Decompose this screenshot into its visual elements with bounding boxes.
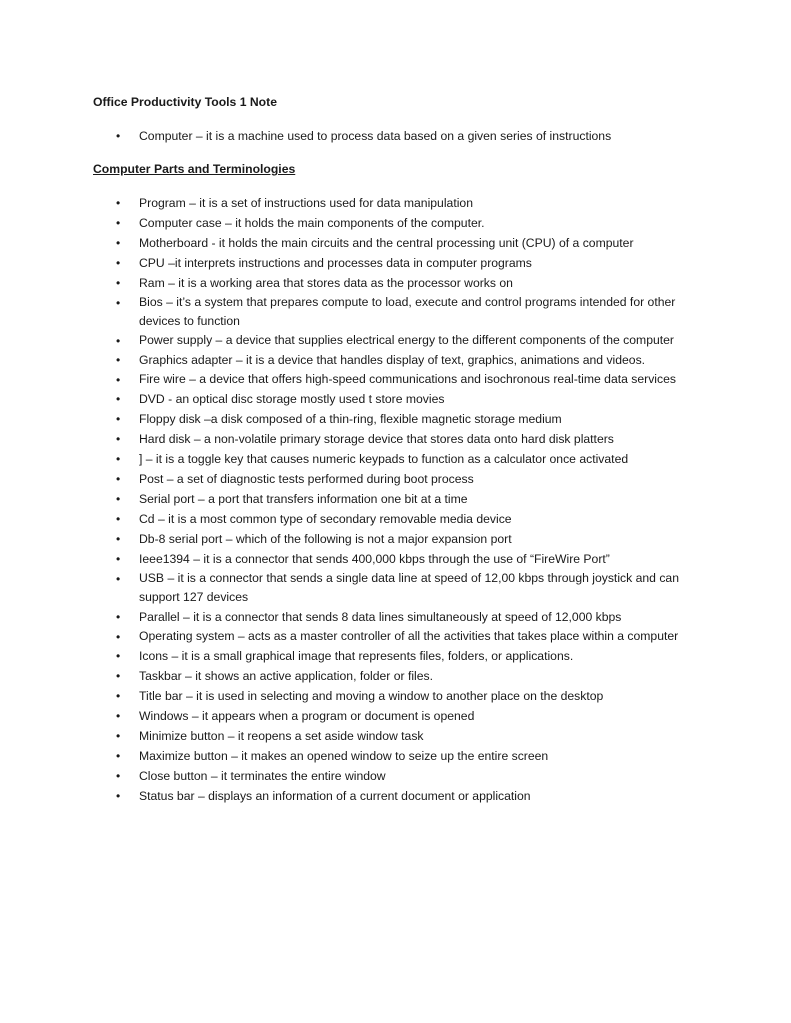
bullet-icon: •	[116, 492, 121, 506]
bullet-icon: •	[116, 552, 121, 566]
list-item-text: Hard disk – a non-volatile primary storage device that stores data onto hard disk platters	[139, 432, 614, 446]
list-item	[0, 409, 694, 429]
list-item	[0, 746, 694, 766]
list-item	[0, 233, 694, 253]
bullet-icon: •	[116, 630, 121, 644]
bullet-icon: •	[116, 392, 121, 406]
list-item-text: Windows – it appears when a program or document is opened	[139, 709, 475, 723]
bullet-icon: •	[116, 789, 121, 803]
list-item	[0, 666, 694, 686]
bullet-icon: •	[116, 532, 121, 546]
bullet-icon: •	[116, 749, 121, 763]
list-item-text: Ram – it is a working area that stores data as the processor works on	[139, 276, 513, 290]
bullet-icon: •	[116, 649, 121, 663]
list-item-text: Floppy disk –a disk composed of a thin-ring, flexible magnetic storage medium	[139, 412, 562, 426]
bullet-icon: •	[116, 729, 121, 743]
list-item	[0, 607, 694, 627]
bullet-icon: •	[116, 572, 121, 586]
list-item	[0, 569, 694, 607]
list-item-text: Program – it is a set of instructions used for data manipulation	[139, 196, 473, 210]
list-item	[0, 213, 694, 233]
list-item-text: CPU –it interprets instructions and processes data in computer programs	[139, 256, 532, 270]
list-item-text: Close button – it terminates the entire window	[139, 769, 386, 783]
list-item-text: Graphics adapter – it is a device that handles display of text, graphics, animations and videos.	[139, 353, 646, 367]
bullet-icon: •	[116, 472, 121, 486]
bullet-icon: •	[116, 769, 121, 783]
bullet-icon: •	[116, 353, 121, 367]
list-item	[0, 726, 694, 746]
bullet-icon: •	[116, 512, 121, 526]
section-heading: Computer Parts and Terminologies	[93, 162, 296, 176]
list-item	[0, 193, 694, 213]
bullet-icon: •	[116, 276, 121, 290]
list-item	[0, 509, 694, 529]
list-item-text: Ieee1394 – it is a connector that sends 400,000 kbps through the use of “FireWire Port”	[139, 552, 610, 566]
list-item-text: Power supply – a device that supplies electrical energy to the different components of the computer	[139, 333, 674, 347]
list-item	[0, 686, 694, 706]
list-item	[0, 293, 694, 331]
list-item	[0, 549, 694, 569]
list-item	[0, 350, 694, 370]
list-item-text: Db-8 serial port – which of the following is not a major expansion port	[139, 532, 512, 546]
list-item-text: Bios – it’s a system that prepares compute to load, execute and control programs intended for other devices to function	[139, 295, 676, 328]
bullet-icon: •	[116, 256, 121, 270]
list-item-text: ] – it is a toggle key that causes numeric keypads to function as a calculator once activated	[139, 452, 629, 466]
list-item	[0, 646, 694, 666]
list-item-text: Computer case – it holds the main components of the computer.	[139, 216, 485, 230]
list-item-text: Fire wire – a device that offers high-speed communications and isochronous real-time data services	[139, 372, 676, 386]
list-item-text: Cd – it is a most common type of secondary removable media device	[139, 512, 512, 526]
bullet-icon: •	[116, 452, 121, 466]
list-item-text: Post – a set of diagnostic tests performed during boot process	[139, 472, 474, 486]
list-item	[0, 389, 694, 409]
list-item-text: USB – it is a connector that sends a single data line at speed of 12,00 kbps through joystick and can support 127 devices	[139, 571, 679, 604]
list-item	[0, 273, 694, 293]
terms-list	[0, 193, 700, 806]
bullet-icon: •	[116, 216, 121, 230]
list-item-text: Maximize button – it makes an opened window to seize up the entire screen	[139, 749, 549, 763]
document-title: Office Productivity Tools 1 Note	[93, 95, 277, 109]
list-item	[0, 253, 694, 273]
list-item-text: Motherboard - it holds the main circuits and the central processing unit (CPU) of a computer	[139, 236, 634, 250]
list-item-text: Icons – it is a small graphical image that represents files, folders, or applications.	[139, 649, 574, 663]
list-item	[0, 766, 694, 786]
list-item-text: DVD - an optical disc storage mostly used t store movies	[139, 392, 445, 406]
bullet-icon: •	[116, 709, 121, 723]
bullet-icon: •	[116, 334, 121, 348]
list-item	[0, 489, 694, 509]
list-item-text: Parallel – it is a connector that sends 8 data lines simultaneously at speed of 12,000 kbps	[139, 610, 622, 624]
list-item-text: Computer – it is a machine used to process data based on a given series of instructions	[139, 129, 612, 143]
list-item	[0, 706, 694, 726]
bullet-icon: •	[116, 610, 121, 624]
intro-list	[0, 126, 700, 146]
list-item	[0, 429, 694, 449]
bullet-icon: •	[116, 129, 121, 143]
list-item	[0, 469, 694, 489]
list-item-text: Taskbar – it shows an active application, folder or files.	[139, 669, 433, 683]
bullet-icon: •	[116, 669, 121, 683]
list-item-text: Title bar – it is used in selecting and moving a window to another place on the desktop	[139, 689, 604, 703]
bullet-icon: •	[116, 373, 121, 387]
list-item-text: Serial port – a port that transfers information one bit at a time	[139, 492, 468, 506]
bullet-icon: •	[116, 196, 121, 210]
list-item	[0, 529, 694, 549]
list-item	[0, 627, 694, 646]
list-item-text: Operating system – acts as a master controller of all the activities that takes place within a computer	[139, 629, 679, 643]
bullet-icon: •	[116, 689, 121, 703]
bullet-icon: •	[116, 412, 121, 426]
bullet-icon: •	[116, 296, 121, 310]
list-item	[0, 370, 694, 389]
bullet-icon: •	[116, 236, 121, 250]
list-item-text: Status bar – displays an information of a current document or application	[139, 789, 531, 803]
bullet-icon: •	[116, 432, 121, 446]
list-item	[0, 786, 694, 806]
list-item	[0, 126, 694, 146]
list-item-text: Minimize button – it reopens a set aside window task	[139, 729, 424, 743]
list-item	[0, 331, 694, 350]
list-item	[0, 449, 694, 469]
